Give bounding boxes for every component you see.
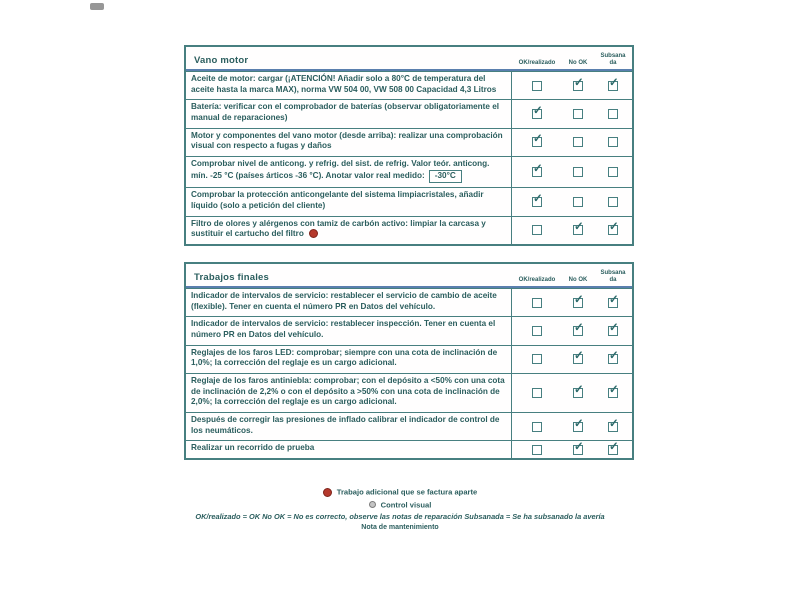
checkmark-icon: ✓ (609, 440, 619, 453)
table-trabajos-finales (184, 262, 634, 460)
checkbox-no_ok[interactable] (573, 350, 584, 364)
column-header-no-ok (562, 53, 594, 69)
checkbox-ok[interactable] (532, 163, 543, 177)
table-row (186, 440, 632, 458)
row-task-text: Comprobar la protección anticongelante del sistema limpiacristales, añadir líquido (solo a petición del cliente) (186, 188, 512, 215)
row-task-text: Batería: verificar con el comprobador de baterías (observar obligatoriamente el manual de reparaciones) (186, 100, 512, 127)
table-row (186, 187, 632, 215)
checkbox-cell-subsanada (594, 317, 632, 344)
table-title: Trabajos finales (194, 272, 270, 283)
checkbox-subsanada[interactable] (608, 197, 618, 207)
checkmark-icon: ✓ (533, 163, 543, 176)
table-row (186, 99, 632, 127)
column-headers (512, 270, 632, 286)
checkbox-cell-ok (512, 157, 562, 187)
checkbox-subsanada[interactable] (608, 321, 619, 336)
column-headers (512, 53, 632, 69)
checkbox-no_ok[interactable] (573, 137, 583, 147)
checkbox-cell-subsanada (594, 346, 632, 373)
checkmark-icon: ✓ (609, 383, 619, 396)
checkmark-icon: ✓ (574, 293, 584, 306)
legend-visual-check-label: Control visual (380, 500, 432, 509)
checkbox-cell-no_ok (562, 157, 594, 187)
column-header-label: OK/realizado (518, 60, 556, 67)
checkmark-icon: ✓ (574, 383, 584, 396)
checkbox-ok[interactable] (532, 104, 543, 119)
checkbox-subsanada[interactable] (608, 383, 619, 398)
checkbox-subsanada[interactable] (608, 293, 619, 308)
checkmark-icon: ✓ (574, 350, 584, 363)
checkbox-cell-no_ok (562, 217, 594, 244)
legend-definitions: OK/realizado = OK No OK = No es correcto, observe las notas de reparación Subsanada = Se ha subsanado la avería (195, 512, 605, 521)
legend-billable-work-label: Trabajo adicional que se factura aparte (336, 487, 478, 497)
column-header-label: No OK (568, 277, 588, 284)
row-task-text: Realizar un recorrido de prueba (186, 441, 512, 458)
checkbox-no_ok[interactable] (573, 76, 584, 91)
checkmark-icon: ✓ (533, 192, 543, 205)
checkbox-cell-subsanada (594, 188, 632, 215)
column-header-ok-realizado (512, 270, 562, 286)
row-task-text: Aceite de motor: cargar (¡ATENCIÓN! Añadir solo a 80°C de temperatura del aceite hasta la marca MAX), norma VW 504 00, VW 508 00 Capacidad 4,3 Litros (186, 72, 512, 99)
table-header (186, 47, 632, 71)
table-row (186, 156, 632, 187)
checkmark-icon: ✓ (533, 104, 543, 117)
checkbox-ok[interactable] (532, 326, 542, 336)
checkmark-icon: ✓ (609, 76, 619, 89)
scan-artifact (90, 3, 104, 10)
checkbox-ok[interactable] (532, 192, 543, 207)
checkbox-cell-no_ok (562, 188, 594, 215)
checkbox-cell-subsanada (594, 100, 632, 127)
checkmark-icon: ✓ (574, 417, 584, 430)
table-body (186, 71, 632, 244)
row-task-text: Filtro de olores y alérgenos con tamiz de carbón activo: limpiar la carcasa y sustituir el cartucho del filtro (186, 217, 512, 244)
column-header-subsanada (594, 270, 632, 286)
table-row (186, 412, 632, 440)
visual-check-icon (369, 501, 376, 508)
checkbox-subsanada[interactable] (608, 109, 618, 119)
checkbox-ok[interactable] (532, 422, 542, 432)
checkbox-no_ok[interactable] (573, 221, 584, 235)
row-task-text: Reglajes de los faros LED: comprobar; siempre con una cota de inclinación de 1,0%; la corrección del reglaje es un cargo adicional. (186, 346, 512, 373)
column-header-label: Subsanada (600, 270, 626, 284)
checkbox-cell-no_ok (562, 289, 594, 316)
checkbox-cell-ok (512, 129, 562, 156)
row-task-text: Indicador de intervalos de servicio: restablecer inspección. Tener en cuenta el número PR en Datos del vehículo. (186, 317, 512, 344)
checkbox-subsanada[interactable] (608, 167, 618, 177)
legend-visual-check (140, 500, 660, 510)
checkbox-no_ok[interactable] (573, 383, 584, 398)
checkbox-cell-ok (512, 413, 562, 440)
checkmark-icon: ✓ (574, 221, 584, 234)
row-task-text: Después de corregir las presiones de inflado calibrar el indicador de control de los neumáticos. (186, 413, 512, 440)
checkbox-cell-subsanada (594, 289, 632, 316)
billable-work-icon (323, 488, 332, 497)
checkbox-cell-no_ok (562, 441, 594, 458)
table-row (186, 288, 632, 316)
table-header (186, 264, 632, 288)
table-vano-motor (184, 45, 634, 246)
billable-work-icon (309, 229, 318, 238)
checkbox-no_ok[interactable] (573, 167, 583, 177)
column-header-label: OK/realizado (518, 277, 556, 284)
checkbox-no_ok[interactable] (573, 293, 584, 308)
measured-value-box[interactable]: -30°C (429, 170, 462, 184)
column-header-subsanada (594, 53, 632, 69)
checkbox-ok[interactable] (532, 225, 542, 235)
checkbox-cell-ok (512, 217, 562, 244)
checkbox-subsanada[interactable] (608, 440, 619, 455)
checkbox-cell-no_ok (562, 346, 594, 373)
row-task-text: Reglaje de los faros antiniebla: comprobar; con el depósito a <50% con una cota de inclinación de 2,2% o con el depósito a >50% con una cota de inclinación de 2,0%; la corrección del reglaje es un cargo adicional. (186, 374, 512, 412)
checkbox-subsanada[interactable] (608, 417, 619, 432)
checkbox-cell-subsanada (594, 441, 632, 458)
column-header-no-ok (562, 270, 594, 286)
checkbox-subsanada[interactable] (608, 76, 619, 91)
checkbox-cell-no_ok (562, 317, 594, 344)
table-row (186, 128, 632, 156)
checkmark-icon: ✓ (609, 293, 619, 306)
checkbox-no_ok[interactable] (573, 109, 583, 119)
checkbox-ok[interactable] (532, 81, 542, 91)
checkbox-subsanada[interactable] (608, 350, 619, 364)
table-body (186, 288, 632, 458)
table-row (186, 345, 632, 373)
checkbox-cell-subsanada (594, 413, 632, 440)
checkbox-cell-ok (512, 100, 562, 127)
table-row (186, 373, 632, 412)
checkbox-cell-ok (512, 72, 562, 99)
checkmark-icon: ✓ (609, 417, 619, 430)
checkbox-cell-subsanada (594, 72, 632, 99)
checkmark-icon: ✓ (533, 133, 543, 146)
legend-maintenance-note: Nota de mantenimiento (361, 524, 439, 531)
checkmark-icon: ✓ (574, 440, 584, 453)
checkbox-cell-ok (512, 374, 562, 412)
row-task-text: Comprobar nivel de anticong. y refrig. del sist. de refrig. Valor teór. anticong. mín. -25 °C (países árticos -36 °C). Anotar valor real medido: -30°C (186, 157, 512, 187)
table-row (186, 71, 632, 99)
column-header-label: Subsanada (600, 53, 626, 67)
checkbox-no_ok[interactable] (573, 417, 584, 432)
checkbox-ok[interactable] (532, 445, 542, 455)
checkbox-cell-subsanada (594, 217, 632, 244)
checkmark-icon: ✓ (609, 350, 619, 363)
checkbox-cell-ok (512, 346, 562, 373)
checkbox-subsanada[interactable] (608, 137, 618, 147)
checkbox-cell-ok (512, 441, 562, 458)
checkmark-icon: ✓ (609, 321, 619, 334)
column-header-label: No OK (568, 60, 588, 67)
checkbox-cell-subsanada (594, 129, 632, 156)
table-row (186, 216, 632, 244)
checkmark-icon: ✓ (574, 76, 584, 89)
legend-billable-work (140, 487, 660, 497)
checkbox-cell-ok (512, 188, 562, 215)
checkbox-cell-no_ok (562, 374, 594, 412)
checkbox-cell-no_ok (562, 72, 594, 99)
checkbox-cell-ok (512, 317, 562, 344)
checkbox-cell-subsanada (594, 157, 632, 187)
checkbox-no_ok[interactable] (573, 321, 584, 336)
checkbox-ok[interactable] (532, 298, 542, 308)
checkbox-ok[interactable] (532, 388, 542, 398)
column-header-ok-realizado (512, 53, 562, 69)
checkbox-cell-no_ok (562, 413, 594, 440)
checkbox-ok[interactable] (532, 133, 543, 147)
checkbox-no_ok[interactable] (573, 440, 584, 455)
row-task-text: Indicador de intervalos de servicio: restablecer el servicio de cambio de aceite (flexible). Tener en cuenta el número PR en Datos del vehículo. (186, 289, 512, 316)
checkbox-cell-no_ok (562, 100, 594, 127)
checkbox-ok[interactable] (532, 354, 542, 364)
checkbox-cell-no_ok (562, 129, 594, 156)
checkbox-cell-subsanada (594, 374, 632, 412)
table-row (186, 316, 632, 344)
checkbox-no_ok[interactable] (573, 197, 583, 207)
checkbox-subsanada[interactable] (608, 221, 619, 235)
checkmark-icon: ✓ (609, 221, 619, 234)
row-task-text: Motor y componentes del vano motor (desde arriba): realizar una comprobación visual con respecto a fugas y daños (186, 129, 512, 156)
legend (140, 484, 660, 534)
table-title: Vano motor (194, 55, 249, 66)
checkmark-icon: ✓ (574, 321, 584, 334)
checkbox-cell-ok (512, 289, 562, 316)
